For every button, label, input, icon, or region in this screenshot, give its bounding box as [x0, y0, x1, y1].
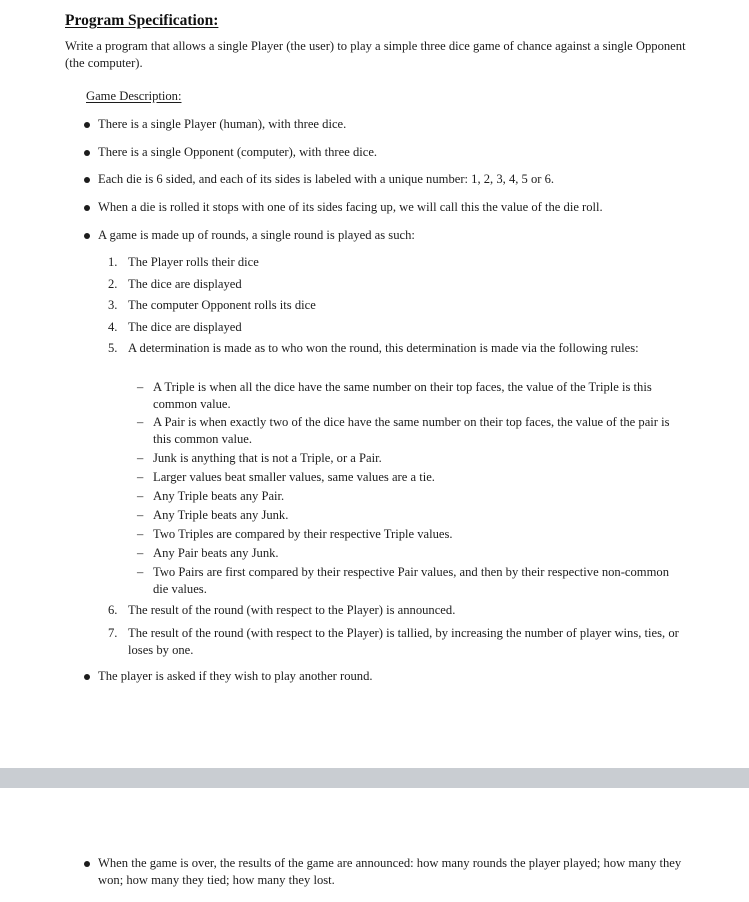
rule-text: Larger values beat smaller values, same values are a tie. — [153, 470, 435, 484]
rule-dash: – — [137, 380, 144, 394]
page-title: Program Specification: — [65, 12, 219, 29]
rule-text: Junk is anything that is not a Triple, or a Pair. — [153, 451, 382, 465]
step-text: The dice are displayed — [128, 277, 242, 291]
step-text: A determination is made as to who won the round, this determination is made via the following rules: — [128, 341, 639, 355]
bullet-text: A game is made up of rounds, a single round is played as such: — [98, 228, 415, 242]
rule-text: Any Pair beats any Junk. — [153, 546, 279, 560]
bullet-dot — [84, 150, 90, 156]
step-number: 3. — [108, 298, 118, 312]
step-number: 7. — [108, 626, 118, 640]
rule-dash: – — [137, 451, 144, 465]
step-number: 5. — [108, 341, 118, 355]
bullet-dot — [84, 205, 90, 211]
step-number: 1. — [108, 255, 118, 269]
rule-text: Two Triples are compared by their respective Triple values. — [153, 527, 453, 541]
intro-paragraph: Write a program that allows a single Player (the user) to play a simple three dice game of chance against a single Opponent (the computer). — [65, 39, 686, 70]
bullet-text: There is a single Player (human), with three dice. — [98, 117, 347, 131]
bullet-dot — [84, 233, 90, 239]
rule-text: Any Triple beats any Pair. — [153, 489, 285, 503]
rule-text: A Pair is when exactly two of the dice have the same number on their top faces, the value of the pair is this common value. — [153, 415, 670, 446]
step-text: The dice are displayed — [128, 320, 242, 334]
rule-dash: – — [137, 508, 144, 522]
bullet-dot — [84, 122, 90, 128]
bullet-text: Each die is 6 sided, and each of its sides is labeled with a unique number: 1, 2, 3, 4, 5 or 6. — [98, 172, 555, 186]
bullet-text: When the game is over, the results of the game are announced: how many rounds the player played; how many they won; how many they tied; how many they lost. — [98, 856, 682, 887]
step-text: The result of the round (with respect to the Player) is tallied, by increasing the number of player wins, ties, or loses by one. — [128, 626, 679, 657]
rule-dash: – — [137, 527, 144, 541]
rule-dash: – — [137, 470, 144, 484]
rule-text: A Triple is when all the dice have the same number on their top faces, the value of the Triple is this common value. — [153, 380, 652, 411]
bullet-text: When a die is rolled it stops with one of its sides facing up, we will call this the value of the die roll. — [98, 200, 603, 214]
bullet-text: The player is asked if they wish to play another round. — [98, 669, 373, 683]
rule-dash: – — [137, 565, 144, 579]
bullet-dot — [84, 674, 90, 680]
bullet-dot — [84, 861, 90, 867]
page-separator — [0, 768, 749, 788]
game-description-heading: Game Description: — [86, 89, 182, 103]
rule-text: Two Pairs are first compared by their respective Pair values, and then by their respective non-common die values. — [153, 565, 669, 596]
step-number: 2. — [108, 277, 118, 291]
step-number: 4. — [108, 320, 118, 334]
rule-dash: – — [137, 546, 144, 560]
step-text: The Player rolls their dice — [128, 255, 259, 269]
rule-dash: – — [137, 489, 144, 503]
document-page-2 — [0, 788, 749, 902]
bullet-dot — [84, 177, 90, 183]
rule-dash: – — [137, 415, 144, 429]
step-number: 6. — [108, 603, 118, 617]
step-text: The result of the round (with respect to the Player) is announced. — [128, 603, 456, 617]
rule-text: Any Triple beats any Junk. — [153, 508, 289, 522]
step-text: The computer Opponent rolls its dice — [128, 298, 316, 312]
bullet-text: There is a single Opponent (computer), with three dice. — [98, 145, 378, 159]
